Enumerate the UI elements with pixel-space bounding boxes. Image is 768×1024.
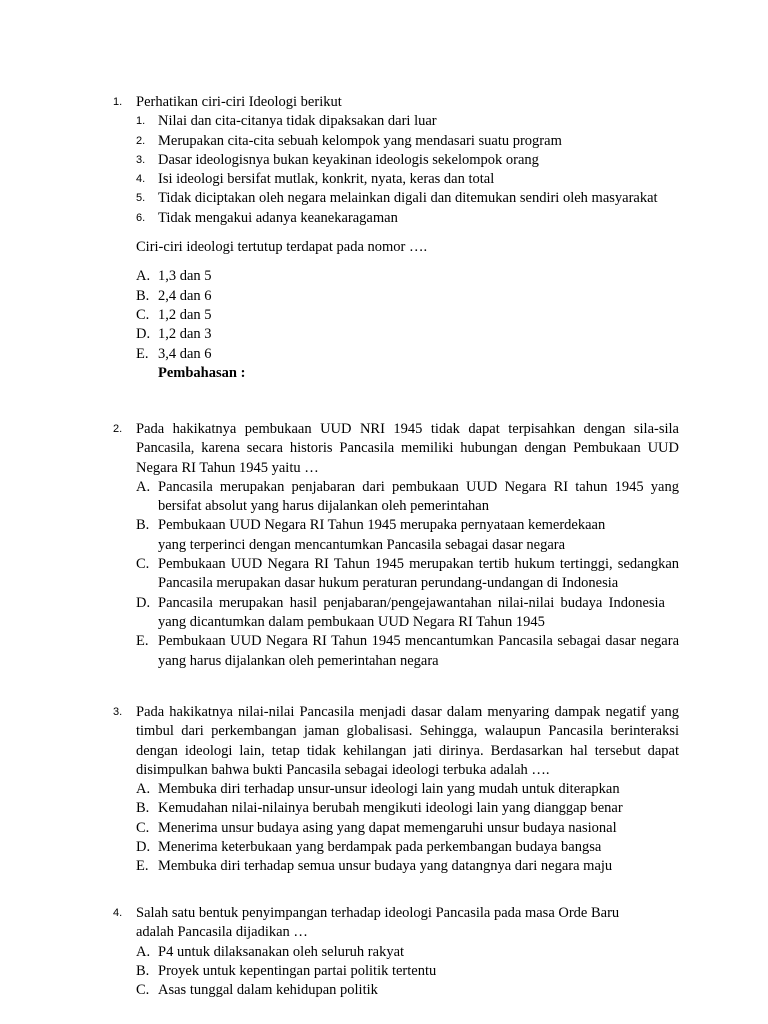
option-text: Pancasila merupakan hasil penjabaran/pengejawantahan nilai-nilai budaya Indonesia yang dicantumkan dalam pembukaan UUD Negara RI Tahun 1945 bbox=[158, 594, 665, 630]
option-item bbox=[113, 594, 679, 633]
pembahasan-label: Pembahasan : bbox=[158, 364, 246, 381]
option-item bbox=[113, 345, 679, 364]
question-1 bbox=[113, 93, 679, 383]
statement-item bbox=[113, 170, 679, 189]
statement-item bbox=[113, 132, 679, 151]
option-item bbox=[113, 857, 679, 876]
statement-item bbox=[113, 189, 679, 208]
option-item bbox=[113, 287, 679, 306]
option-text: 3,4 dan 6 bbox=[158, 345, 212, 362]
question-2-text: Pada hakikatnya pembukaan UUD NRI 1945 tidak dapat terpisahkan dengan sila-sila Pancasila, karena secara historis Pancasila memiliki hubungan dengan Pembukaan UUD Negara RI Tahun 1945 yaitu … bbox=[136, 421, 679, 476]
question-1-number: 1. bbox=[113, 96, 123, 108]
option-text: 2,4 dan 6 bbox=[158, 287, 212, 304]
option-text: Asas tunggal dalam kehidupan politik bbox=[158, 982, 378, 999]
option-item bbox=[113, 267, 679, 286]
option-text: Menerima keterbukaan yang berdampak pada perkembangan budaya bangsa bbox=[158, 839, 602, 856]
option-item bbox=[113, 516, 679, 555]
option-item bbox=[113, 838, 679, 857]
option-item bbox=[113, 478, 679, 517]
statement-marker: 4. bbox=[136, 173, 146, 186]
option-text: 1,2 dan 3 bbox=[158, 326, 212, 343]
question-4-stem bbox=[113, 904, 679, 943]
option-marker: E. bbox=[136, 345, 149, 362]
question-2-stem bbox=[113, 420, 679, 478]
statement-text: Nilai dan cita-citanya tidak dipaksakan dari luar bbox=[158, 113, 437, 130]
option-text: Proyek untuk kepentingan partai politik tertentu bbox=[158, 962, 437, 979]
option-item bbox=[113, 962, 679, 981]
option-text: Menerima unsur budaya asing yang dapat memengaruhi unsur budaya nasional bbox=[158, 819, 617, 836]
option-marker: B. bbox=[136, 517, 150, 534]
statement-text: Tidak mengakui adanya keanekaragaman bbox=[158, 209, 398, 226]
option-marker: C. bbox=[136, 819, 150, 836]
option-text: Pembukaan UUD Negara RI Tahun 1945 mencantumkan Pancasila sebagai dasar negara yang harus dijalankan oleh pemerintahan negara bbox=[158, 633, 679, 669]
question-4 bbox=[113, 904, 679, 1000]
statement-marker: 2. bbox=[136, 134, 146, 147]
option-marker: D. bbox=[136, 326, 151, 343]
option-marker: B. bbox=[136, 962, 150, 979]
statement-item bbox=[113, 151, 679, 170]
option-item bbox=[113, 780, 679, 799]
question-3-text: Pada hakikatnya nilai-nilai Pancasila menjadi dasar dalam menyaring dampak negatif yang timbul dari perkembangan jaman globalisasi. Sehingga, walaupun Pancasila berinteraksi dengan ideologi lain, tetap tidak kehilangan jati dirinya. Berdasarkan hal tersebut dapat disimpulkan bahwa bukti Pancasila sebagai ideologi terbuka adalah …. bbox=[136, 704, 679, 778]
option-marker: A. bbox=[136, 781, 151, 798]
option-text: P4 untuk dilaksanakan oleh seluruh rakyat bbox=[158, 943, 405, 960]
option-item bbox=[113, 799, 679, 818]
question-2-number: 2. bbox=[113, 423, 123, 435]
question-1-text: Perhatikan ciri-ciri Ideologi berikut bbox=[136, 94, 342, 110]
option-marker: E. bbox=[136, 633, 149, 650]
option-text: Membuka diri terhadap semua unsur budaya yang datangnya dari negara maju bbox=[158, 858, 613, 875]
option-item bbox=[113, 632, 679, 671]
statement-item bbox=[113, 112, 679, 131]
question-3-stem bbox=[113, 703, 679, 780]
question-1-stem bbox=[113, 93, 679, 112]
option-text: Kemudahan nilai-nilainya berubah mengikuti ideologi lain yang dianggap benar bbox=[158, 800, 623, 817]
statement-marker: 3. bbox=[136, 153, 146, 166]
option-marker: C. bbox=[136, 306, 150, 323]
option-text: 1,2 dan 5 bbox=[158, 306, 212, 323]
question-1-prompt: Ciri-ciri ideologi tertutup terdapat pada nomor …. bbox=[136, 239, 428, 256]
option-text: Pembukaan UUD Negara RI Tahun 1945 merupaka pernyataan kemerdekaan yang terperinci dengan mencantumkan Pancasila sebagai dasar negara bbox=[158, 517, 606, 553]
option-item bbox=[113, 325, 679, 344]
option-item bbox=[113, 943, 679, 962]
statement-marker: 5. bbox=[136, 192, 146, 205]
option-marker: E. bbox=[136, 858, 149, 875]
statement-text: Dasar ideologisnya bukan keyakinan ideologis sekelompok orang bbox=[158, 151, 539, 168]
option-item bbox=[113, 555, 679, 594]
option-item bbox=[113, 306, 679, 325]
statement-item bbox=[113, 209, 679, 228]
option-text: Pembukaan UUD Negara RI Tahun 1945 merupakan tertib hukum tertinggi, sedangkan Pancasila merupakan dasar hukum peraturan perundang-undangan di Indonesia bbox=[158, 556, 679, 592]
question-3 bbox=[113, 703, 679, 877]
question-3-number: 3. bbox=[113, 706, 123, 718]
option-marker: C. bbox=[136, 556, 150, 573]
option-item bbox=[113, 819, 679, 838]
option-item bbox=[113, 981, 679, 1000]
question-4-number: 4. bbox=[113, 907, 123, 919]
option-text: Pancasila merupakan penjabaran dari pembukaan UUD Negara RI tahun 1945 yang bersifat absolut yang harus dijalankan oleh pemerintahan bbox=[158, 478, 679, 515]
option-text: Membuka diri terhadap unsur-unsur ideologi lain yang mudah untuk diterapkan bbox=[158, 781, 620, 798]
option-marker: B. bbox=[136, 287, 150, 304]
option-marker: D. bbox=[136, 594, 151, 611]
option-marker: D. bbox=[136, 839, 151, 856]
statement-marker: 1. bbox=[136, 115, 146, 128]
option-marker: A. bbox=[136, 478, 151, 495]
option-marker: A. bbox=[136, 943, 151, 960]
option-marker: C. bbox=[136, 982, 150, 999]
statement-text: Merupakan cita-cita sebuah kelompok yang mendasari suatu program bbox=[158, 132, 562, 149]
statement-marker: 6. bbox=[136, 211, 146, 224]
question-4-text: Salah satu bentuk penyimpangan terhadap ideologi Pancasila pada masa Orde Baru adalah Pancasila dijadikan … bbox=[136, 905, 620, 941]
statement-text: Tidak diciptakan oleh negara melainkan digali dan ditemukan sendiri oleh masyarakat bbox=[158, 190, 658, 207]
option-marker: A. bbox=[136, 268, 151, 285]
statement-text: Isi ideologi bersifat mutlak, konkrit, nyata, keras dan total bbox=[158, 171, 495, 188]
option-text: 1,3 dan 5 bbox=[158, 268, 212, 285]
option-marker: B. bbox=[136, 800, 150, 817]
question-2 bbox=[113, 420, 679, 671]
